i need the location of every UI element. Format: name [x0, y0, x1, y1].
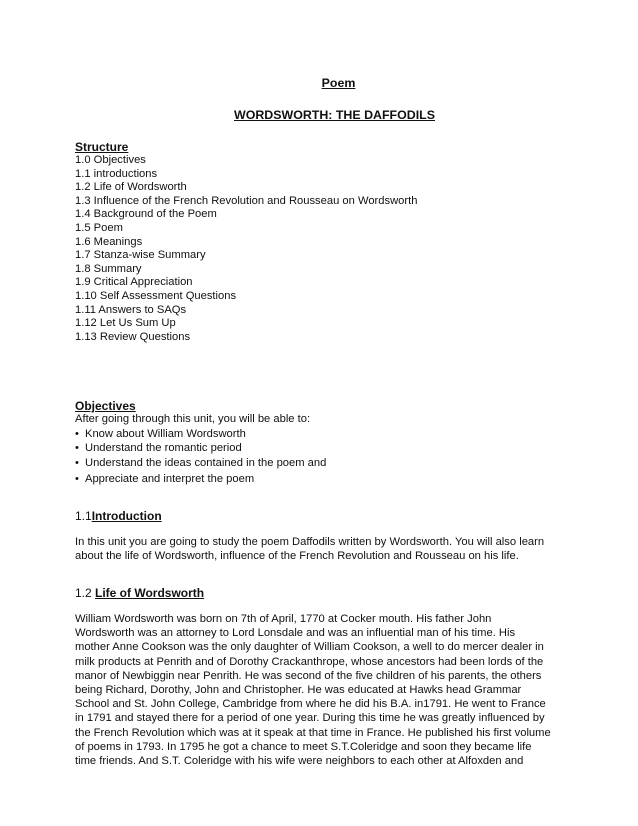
life-heading — [75, 586, 580, 600]
introduction-label: Introduction — [91, 508, 162, 523]
page-subtitle: WORDSWORTH: THE DAFFODILS — [234, 108, 435, 122]
structure-item: 1.10 Self Assessment Questions — [75, 289, 237, 302]
life-line: of poems in 1793. In 1795 he got a chance to meet S.T.Coleridge and soon they became life — [75, 740, 532, 753]
life-label: Life of Wordsworth — [95, 585, 205, 600]
structure-heading: Structure — [75, 140, 129, 154]
life-line: mother Anne Cookson was the only daughter of William Cookson, a well to do mercer dealer in — [75, 641, 544, 654]
structure-item: 1.12 Let Us Sum Up — [75, 317, 176, 330]
introduction-line: In this unit you are going to study the poem Daffodils written by Wordsworth. You will also learn — [75, 535, 545, 548]
life-line: School and St. John College, Cambridge from where he did his B.A. in1791. He went to France — [75, 698, 546, 711]
life-line: time friends. And S.T. Coleridge with his wife were neighbors to each other at Alfoxden and — [75, 754, 524, 767]
life-line: Wordsworth was an attorney to Lord Lonsdale and was an influential man of his time. His — [75, 627, 516, 640]
structure-item: 1.4 Background of the Poem — [75, 208, 217, 221]
life-line: milk products at Penrith and of Dorothy Crackanthrope, whose ancestors had been lords of the — [75, 655, 544, 668]
life-line: the French Revolution which was at it speak at that time in France. He published his first volume — [75, 726, 551, 739]
introduction-number: 1.1 — [75, 508, 92, 523]
structure-item: 1.9 Critical Appreciation — [75, 276, 193, 289]
life-line: William Wordsworth was born on 7th of April, 1770 at Cocker mouth. His father John — [75, 612, 492, 625]
life-number: 1.2 — [75, 585, 96, 600]
objective-item: • Understand the ideas contained in the poem and — [75, 456, 580, 470]
structure-item: 1.5 Poem — [75, 221, 123, 234]
structure-item: 1.13 Review Questions — [75, 330, 191, 343]
structure-item: 1.2 Life of Wordsworth — [75, 181, 187, 194]
structure-item: 1.1 introductions — [75, 167, 158, 180]
objectives-list — [75, 427, 580, 487]
life-line: in 1791 and stayed there for a period of one year. During this time he was greatly influenced by — [75, 712, 545, 725]
objectives-heading: Objectives — [75, 399, 136, 414]
structure-item: 1.11 Answers to SAQs — [75, 303, 187, 316]
introduction-line: about the life of Wordsworth, influence of the French Revolution and Rousseau on his life. — [75, 549, 519, 562]
structure-list — [75, 154, 580, 344]
structure-item: 1.7 Stanza-wise Summary — [75, 249, 206, 262]
structure-item: 1.0 Objectives — [75, 154, 146, 166]
page-title: Poem — [321, 76, 356, 90]
life-line: manor of Newbiggin near Penrith. He was second of the five children of his parents, the others — [75, 669, 542, 682]
objectives-intro: After going through this unit, you will be able to: — [75, 413, 311, 426]
structure-item: 1.8 Summary — [75, 262, 142, 275]
life-line: being Richard, Dorothy, John and Christopher. He was educated at Hawks head Grammar — [75, 683, 522, 696]
objective-item: • Know about William Wordsworth — [75, 427, 580, 441]
objective-item: • Appreciate and interpret the poem — [75, 472, 580, 486]
objective-item: • Understand the romantic period — [75, 441, 580, 455]
introduction-heading — [75, 509, 580, 523]
structure-item: 1.6 Meanings — [75, 235, 143, 248]
structure-item: 1.3 Influence of the French Revolution and Rousseau on Wordsworth — [75, 194, 418, 207]
